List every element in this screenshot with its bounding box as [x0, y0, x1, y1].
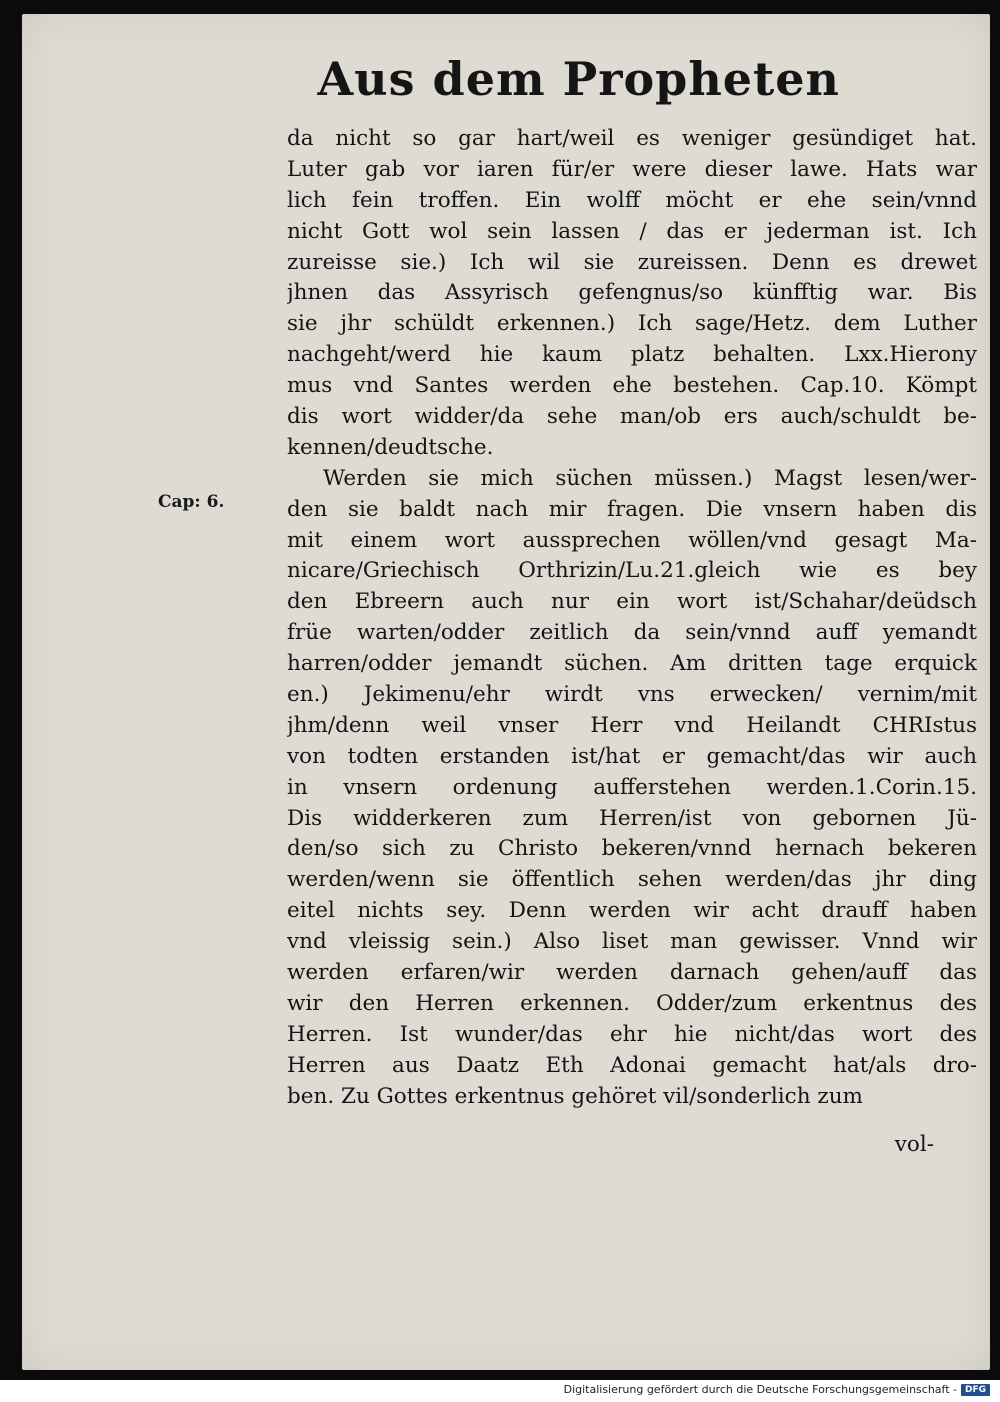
footer-text: Digitalisierung gefördert durch die Deutsche Forschungsgemeinschaft - — [563, 1383, 957, 1396]
text-line: von todten erstanden ist/hat er gemacht/das wir auch — [287, 743, 977, 769]
text-line: den sie baldt nach mir fragen. Die vnsern haben dis — [287, 496, 977, 522]
text-line: Luter gab vor iaren für/er were dieser lawe. Hats war — [287, 156, 977, 182]
text-line: wir den Herren erkennen. Odder/zum erkentnus des — [287, 990, 977, 1016]
text-line: jhm/denn weil vnser Herr vnd Heilandt CHRIstus — [287, 712, 977, 738]
text-line: in vnsern ordenung aufferstehen werden.1.Corin.15. — [287, 774, 977, 800]
text-line: en.) Jekimenu/ehr wirdt vns erwecken/ vernim/mit — [287, 682, 977, 708]
text-line: mit einem wort aussprechen wöllen/vnd gesagt Ma- — [287, 527, 977, 553]
dfg-logo: DFG — [961, 1384, 990, 1396]
text-line: mus vnd Santes werden ehe bestehen. Cap.10. Kömpt — [287, 373, 977, 399]
text-line: Herren aus Daatz Eth Adonai gemacht hat/als dro- — [287, 1052, 977, 1078]
text-line: werden erfaren/wir werden darnach gehen/auff das — [287, 960, 977, 986]
text-line: den Ebreern auch nur ein wort ist/Schahar/deüdsch — [287, 589, 977, 615]
text-line: zureisse sie.) Ich wil sie zureissen. Denn es drewet — [287, 249, 977, 275]
running-head: Aus dem Propheten — [317, 52, 840, 106]
text-line: eitel nichts sey. Denn werden wir acht drauff haben — [287, 898, 977, 924]
text-line: harren/odder jemandt süchen. Am dritten tage erquick — [287, 651, 977, 677]
text-line: den/so sich zu Christo bekeren/vnnd hernach bekeren — [287, 836, 977, 862]
text-line: da nicht so gar hart/weil es weniger gesündiget hat. — [287, 126, 977, 151]
text-block — [287, 124, 977, 1113]
text-line: kennen/deudtsche. — [287, 434, 494, 460]
text-line: lich fein troffen. Ein wolff möcht er ehe sein/vnnd — [287, 187, 977, 213]
text-line: jhnen das Assyrisch gefengnus/so künfftig war. Bis — [287, 280, 977, 306]
text-line: sie jhr schüldt erkennen.) Ich sage/Hetz. dem Luther — [287, 311, 977, 337]
text-line: nicare/Griechisch Orthrizin/Lu.21.gleich wie es bey — [287, 558, 977, 584]
text-line: dis wort widder/da sehe man/ob ers auch/schuldt be- — [287, 404, 977, 430]
text-line: werden/wenn sie öffentlich sehen werden/das jhr ding — [287, 867, 977, 893]
text-line: früe warten/odder zeitlich da sein/vnnd auff yemandt — [287, 620, 977, 646]
margin-note: Cap: 6. — [158, 492, 225, 512]
text-line: nachgeht/werd hie kaum platz behalten. Lxx.Hierony — [287, 342, 977, 368]
catchword: vol- — [894, 1132, 934, 1157]
footer — [564, 1383, 990, 1396]
text-line: Werden sie mich süchen müssen.) Magst lesen/wer- — [323, 465, 977, 491]
text-line: nicht Gott wol sein lassen / das er jederman ist. Ich — [287, 218, 977, 244]
text-line: Herren. Ist wunder/das ehr hie nicht/das wort des — [287, 1021, 977, 1047]
book-page — [22, 14, 990, 1370]
text-line: ben. Zu Gottes erkentnus gehöret vil/sonderlich zum — [287, 1083, 863, 1109]
text-line: vnd vleissig sein.) Also liset man gewisser. Vnnd wir — [287, 929, 977, 955]
text-line: Dis widderkeren zum Herren/ist von gebornen Jü- — [287, 805, 977, 831]
